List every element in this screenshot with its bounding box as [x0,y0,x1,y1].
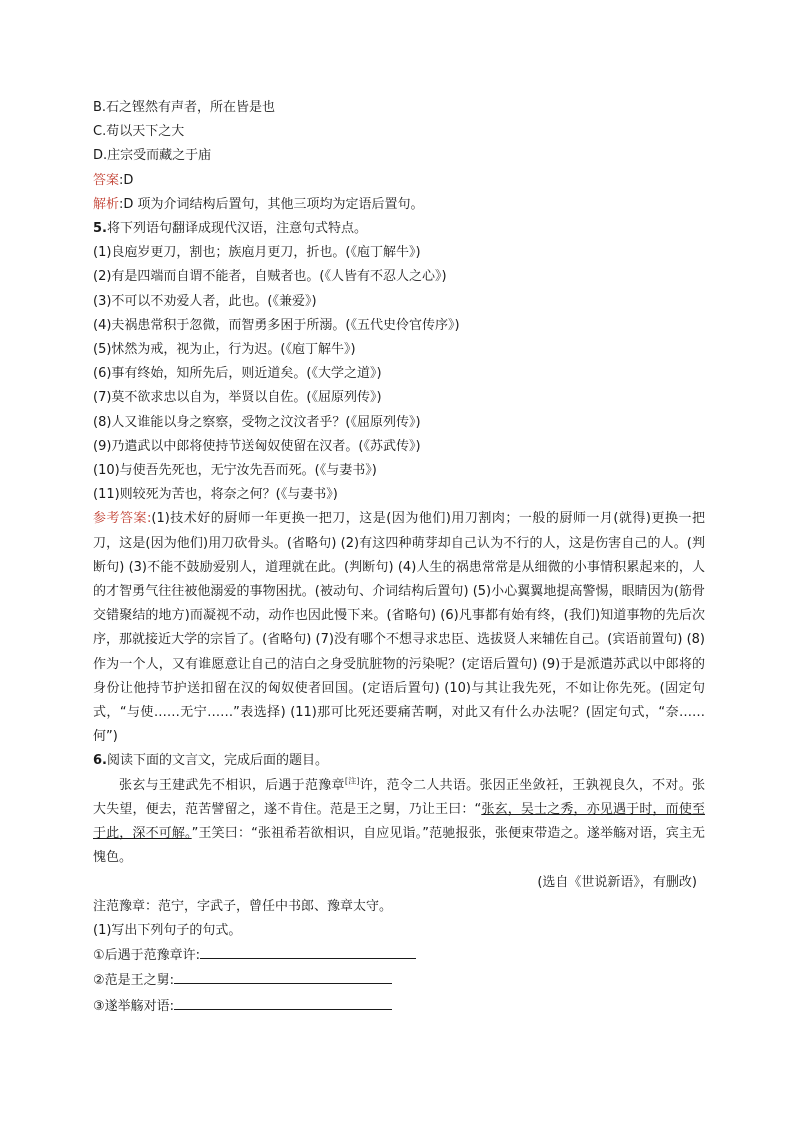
question-5-text: 将下列语句翻译成现代汉语，注意句式特点。 [106,221,367,237]
passage-source: (选自《世说新语》，有删改) [537,874,697,890]
question-item: (10)与使吾先死也，无宁汝先吾而死。(《与妻书》) [93,463,377,479]
blank-item-1 [93,943,705,968]
footnote: 注范豫章：范宁，字武子，曾任中书郎、豫章太守。 [93,898,393,914]
classical-passage [93,774,705,871]
analysis-text: D 项为介词结构后置句，其他三项均为定语后置句。 [123,196,424,212]
option-d: D.庄宗受而藏之于庙 [93,148,212,164]
question-5-items [93,241,705,507]
question-item: (4)夫祸患常积于忽微，而智勇多困于所溺。(《五代史伶官传序》) [93,317,460,333]
answer-line [93,169,705,193]
passage-part-c: ”王笑曰：“张祖希若欲相识，自应见诣。”范驰报张，张便束带造之。遂举觞对语，宾主无愧色。 [93,826,705,866]
answer-value: D [123,172,134,188]
analysis-line [93,193,705,217]
blank-label: ②范是王之舅: [93,973,175,989]
question-6-stem [93,749,705,773]
passage-part-b: 许，范令二人共语。张因正坐敛衽，王孰视良久，不对。张大失望，便去，范苦譬留之，遂不肯住。范是王之舅，乃让王曰：“ [93,777,705,817]
question-5-number: 5. [93,221,107,237]
answer-blank[interactable] [200,943,416,959]
passage-part-a: 张玄与王建武先不相识，后遇于范豫章 [119,777,345,793]
question-item: (11)则较死为苦也，将奈之何？(《与妻书》) [93,487,338,503]
answer-separator: : [119,172,124,188]
option-c: C.苟以天下之大 [93,124,185,140]
question-6-text: 阅读下面的文言文，完成后面的题目。 [106,753,328,769]
question-item: (2)有是四端而自谓不能者，自贼者也。(《人皆有不忍人之心》) [93,269,447,285]
blank-label: ③遂举觞对语: [93,998,175,1014]
reference-answer [93,507,705,749]
option-b: B.石之铿然有声者，所在皆是也 [93,100,276,115]
answer-blank[interactable] [174,968,392,984]
document-page [93,96,705,1019]
question-5-stem [93,217,705,241]
answer-blank[interactable] [174,994,392,1010]
blank-label: ①后遇于范豫章许: [93,948,201,964]
answer-label: 答案 [93,172,120,188]
note-marker: [注] [344,776,360,786]
reference-answer-text: (1)技术好的厨师一年更换一把刀，这是(因为他们)用刀割肉；一般的厨师一月(就得)更换一把刀，这是(因为他们)用刀砍骨头。(省略句) (2)有这四种萌芽却自己认为不行的人，这是伤害自己的人。(判断句) (3)不能不鼓励爱别人，道理就在此。(判断句) (4)人生的祸患常常是从细微的小事情积累起来的，人的才智勇气往往被他溺爱的事物困扰。(被动句、介词结构后置句) (5)小心翼翼地提高警惕，眼睛因为(筋骨交错聚结的地方)而凝视不动，动作也因此慢下来。(省略句) (6)凡事都有始有终，(我们)知道事物的先后次序，那就接近大学的宗旨了。(省略句) (7)没有哪个不想寻求忠臣、选拔贤人来辅佐自己。(宾语前置句) (8)作为一个人，又有谁愿意让自己的洁白之身受肮脏物的污染呢？(定语后置句) (9)于是派遣苏武以中郎将的身份让他持节护送扣留在汉的匈奴使者回国。(定语后置句) (10)与其让我先死，不如让你先死。(固定句式，“与使……无宁……”表选择) (11)那可比死还要痛苦啊，对此又有什么办法呢？(固定句式，“奈……何”) [93,511,705,745]
question-item: (3)不可以不劝爱人者，此也。(《兼爱》) [93,293,317,309]
question-item: (5)怵然为戒，视为止，行为迟。(《庖丁解牛》) [93,342,356,358]
reference-answer-label: 参考答案: [93,511,152,527]
question-6-number: 6. [93,753,107,769]
blank-item-2 [93,968,705,993]
question-item: (6)事有终始，知所先后，则近道矣。(《大学之道》) [93,366,382,382]
question-item: (9)乃遣武以中郎将使持节送匈奴使留在汉者。(《苏武传》) [93,438,421,454]
blank-item-3 [93,994,705,1019]
question-item: (7)莫不欲求忠以自为，举贤以自佐。(《屈原列传》) [93,390,382,406]
question-item: (8)人又谁能以身之察察，受物之汶汶者乎？(《屈原列传》) [93,414,421,430]
underlined-sentence: 张玄，吴士之秀，亦见遇于时，而使至于此，深不可解。 [93,801,705,842]
question-item: (1)良庖岁更刀，割也；族庖月更刀，折也。(《庖丁解牛》) [93,245,421,261]
sub-question-1: (1)写出下列句子的句式。 [93,922,242,938]
analysis-label: 解析 [93,196,120,212]
analysis-separator: : [119,196,124,212]
